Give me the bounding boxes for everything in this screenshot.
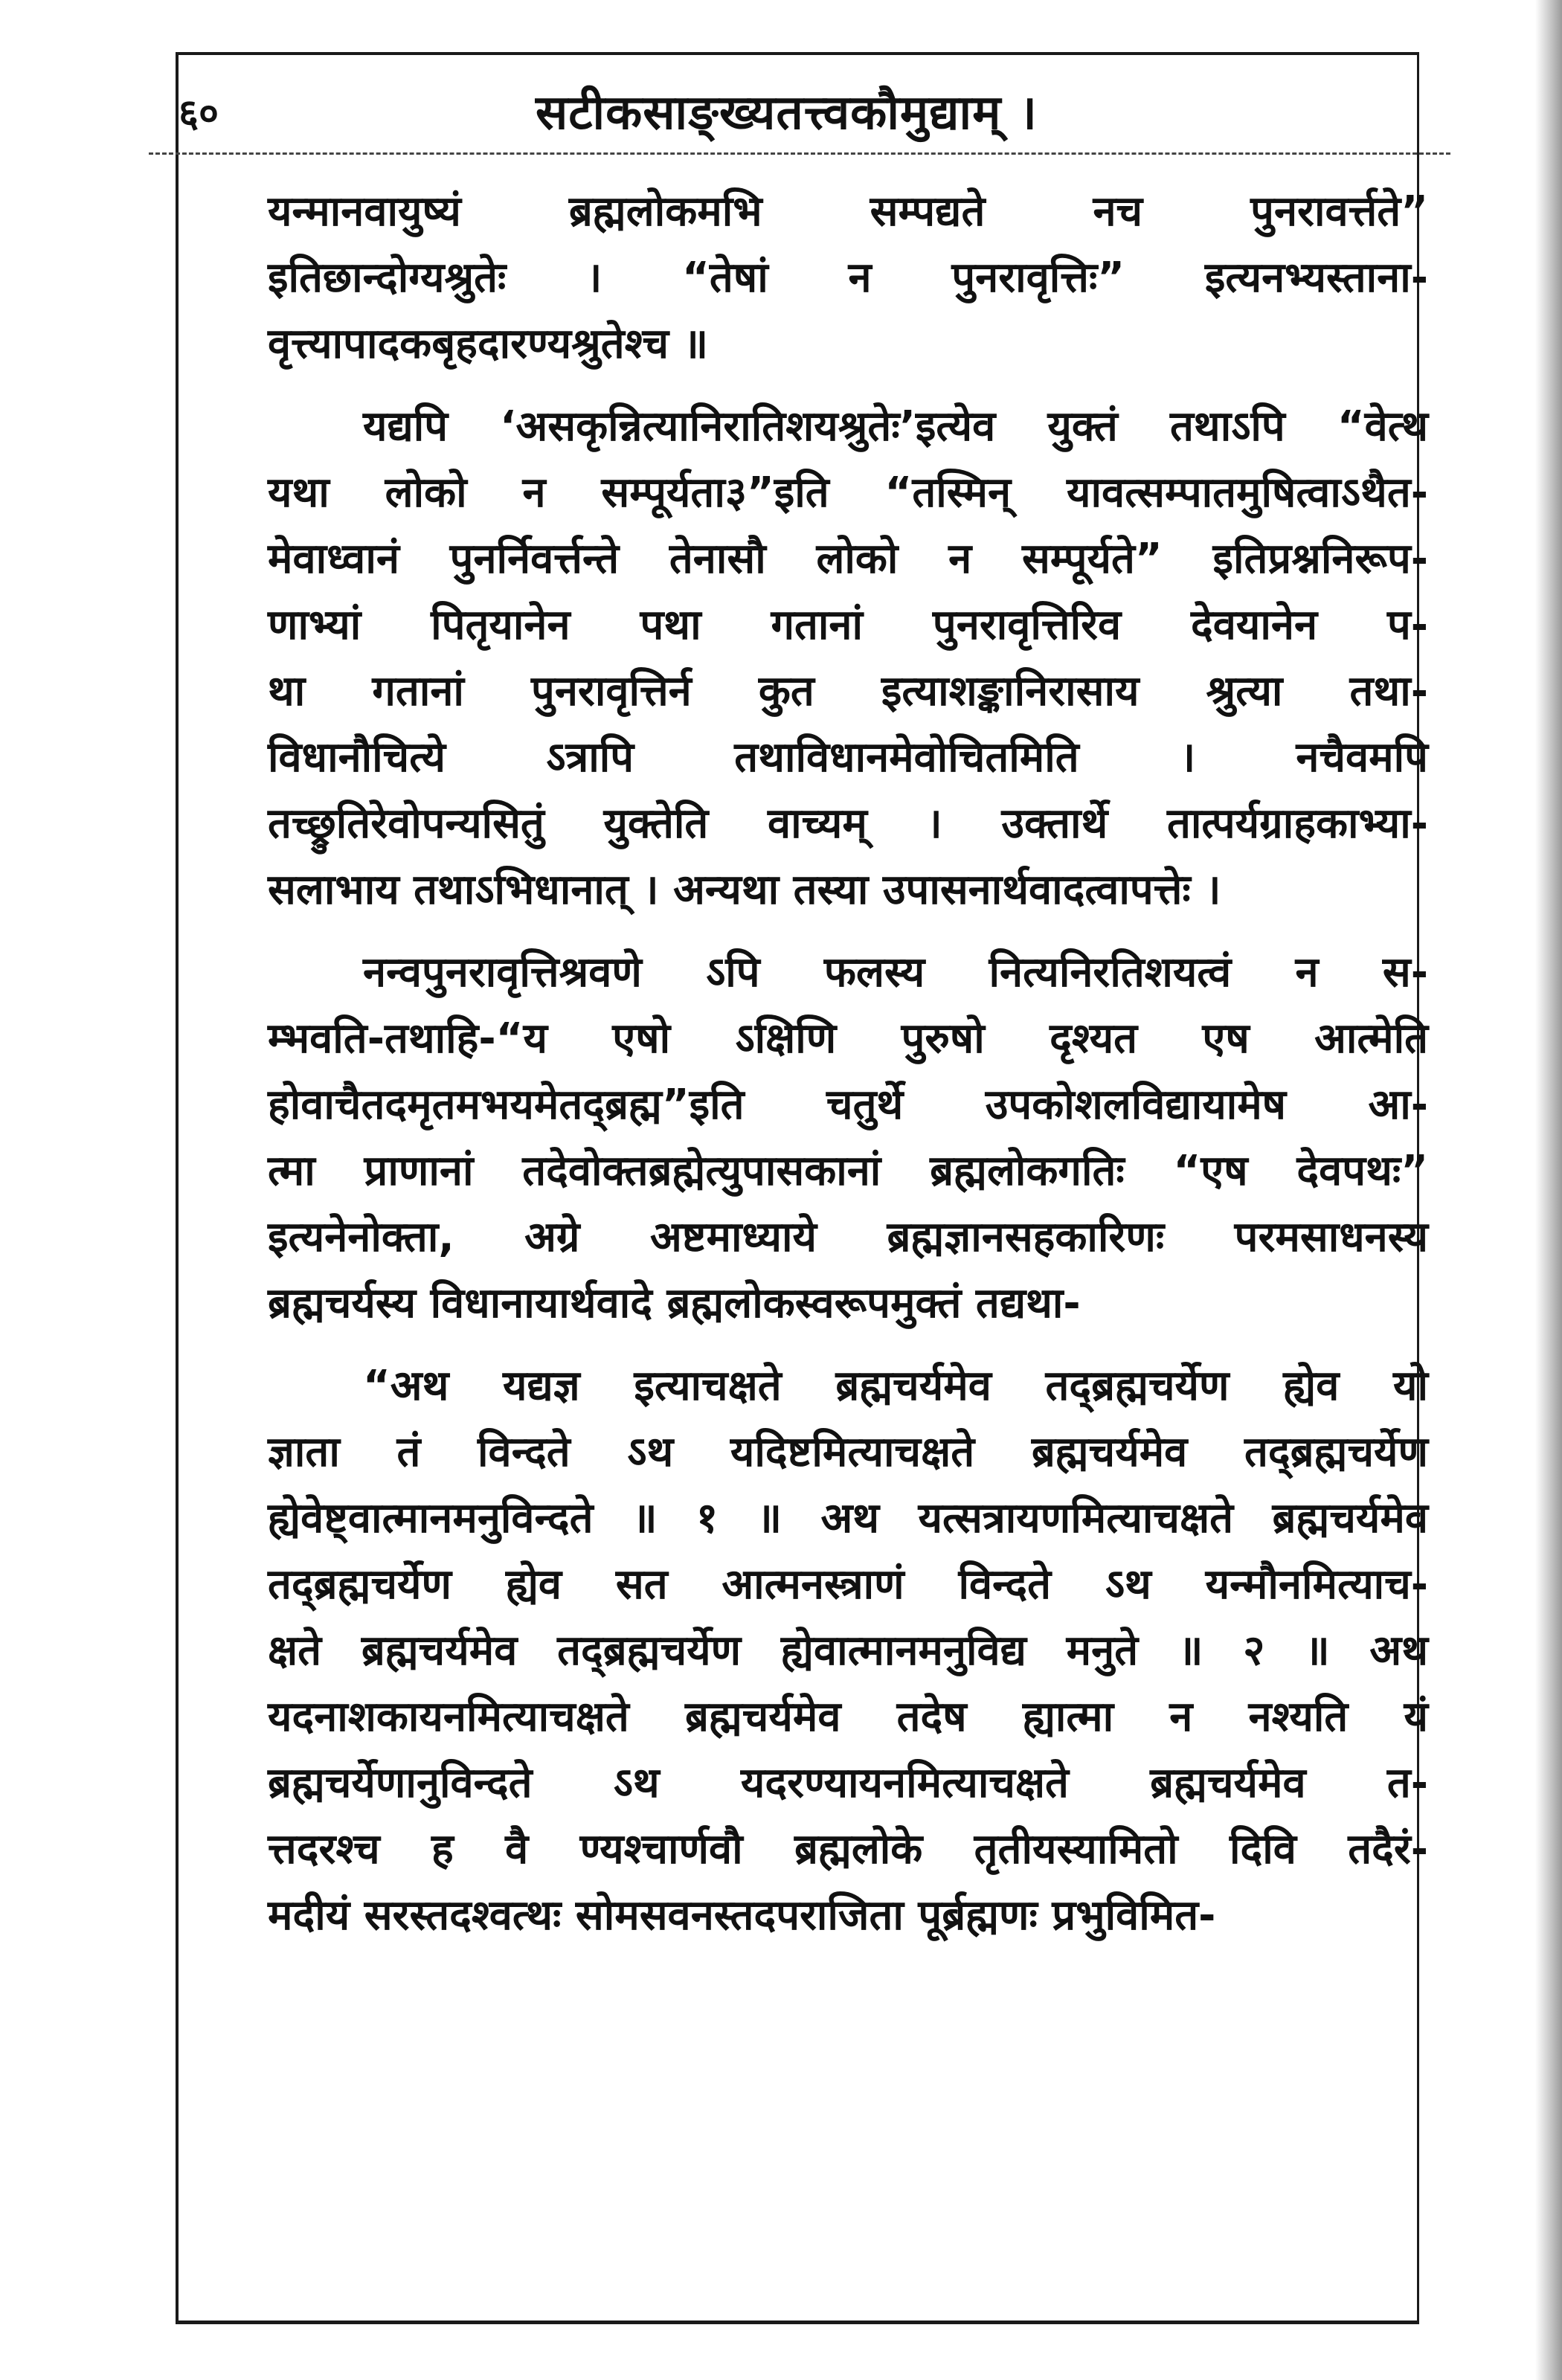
text-line: था गतानां पुनरावृत्तिर्न कुत इत्याशङ्कानिरासाय श्रुत्या तथा- (268, 667, 1428, 715)
paragraph-gap (268, 1337, 1428, 1353)
text-line: ब्रह्मचर्येणानुविन्दते ऽथ यदरण्यायनमित्याचक्षते ब्रह्मचर्यमेव त- (268, 1759, 1428, 1807)
running-title: सटीकसाङ्ख्यतत्त्वकौमुद्याम् । (536, 86, 1038, 141)
main-text (268, 178, 1428, 1949)
paragraph-gap (268, 923, 1428, 939)
text-line: क्षते ब्रह्मचर्यमेव तद्ब्रह्मचर्येण ह्येवात्मानमनुविद्य मनुते ॥ २ ॥ अथ (268, 1627, 1428, 1675)
paragraph (268, 1353, 1428, 1949)
paragraph (268, 178, 1428, 377)
text-line: इत्यनेनोक्ता, अग्रे अष्टमाध्याये ब्रह्मज्ञानसहकारिणः परमसाधनस्य (268, 1213, 1428, 1261)
text-line: म्भवति-तथाहि-“य एषो ऽक्षिणि पुरुषो दृश्यत एष आत्मेति (268, 1014, 1428, 1063)
text-line: मेवाध्वानं पुनर्निवर्त्तन्ते तेनासौ लोको न सम्पूर्यते” इतिप्रश्ननिरूप- (268, 535, 1428, 583)
text-line: यन्मानवायुष्यं ब्रह्मलोकमभि सम्पद्यते नच पुनरावर्त्तते” (268, 187, 1428, 236)
text-line: मदीयं सरस्तदश्वत्थः सोमसवनस्तदपराजिता पूर्ब्रह्मणः प्रभुविमित- (268, 1891, 1216, 1940)
text-line: यथा लोको न सम्पूर्यता३”इति “तस्मिन् यावत्सम्पातमुषित्वाऽथैत- (268, 469, 1428, 517)
text-line: त्तदरश्च ह वै ण्यश्चार्णवौ ब्रह्मलोके तृतीयस्यामितो दिवि तदैरं- (268, 1825, 1428, 1874)
scan-page-edge (1535, 0, 1562, 2380)
paragraph (268, 393, 1428, 923)
page-number: ६० (179, 91, 219, 136)
text-line: सलाभाय तथाऽभिधानात् । अन्यथा तस्या उपासनार्थवादत्वापत्तेः । (268, 866, 1221, 914)
text-line: तच्छ्रुतिरेवोपन्यसितुं युक्तेति वाच्यम् । उक्तार्थे तात्पर्यग्राहकाभ्या- (268, 800, 1428, 848)
text-line: “अथ यद्यज्ञ इत्याचक्षते ब्रह्मचर्यमेव तद्ब्रह्मचर्येण ह्येव यो (363, 1362, 1428, 1410)
text-line: विधानौचित्ये ऽत्रापि तथाविधानमेवोचितमिति । नचैवमपि (268, 733, 1428, 782)
text-line: इतिछान्दोग्यश्रुतेः । “तेषां न पुनरावृत्तिः” इत्यनभ्यस्ताना- (268, 254, 1428, 302)
header-divider (149, 152, 1450, 155)
text-line: वृत्त्यापादकबृहदारण्यश्रुतेश्च ॥ (268, 320, 709, 368)
paragraph (268, 939, 1428, 1337)
text-line: ज्ञाता तं विन्दते ऽथ यदिष्टमित्याचक्षते ब्रह्मचर्यमेव तद्ब्रह्मचर्येण (268, 1428, 1428, 1476)
text-line: तद्ब्रह्मचर्येण ह्येव सत आत्मनस्त्राणं विन्दते ऽथ यन्मौनमित्याच- (268, 1560, 1428, 1609)
text-line: होवाचैतदमृतमभयमेतद्ब्रह्म”इति चतुर्थे उपकोशलविद्यायामेष आ- (268, 1081, 1428, 1129)
text-line: नन्वपुनरावृत्तिश्रवणे ऽपि फलस्य नित्यनिरतिशयत्वं न स- (363, 948, 1428, 997)
text-line: त्मा प्राणानां तदेवोक्तब्रह्मेत्युपासकानां ब्रह्मलोकगतिः “एष देवपथः” (268, 1147, 1428, 1195)
text-line: यदनाशकायनमित्याचक्षते ब्रह्मचर्यमेव तदेष ह्यात्मा न नश्यति यं (268, 1693, 1428, 1741)
text-line: णाभ्यां पितृयानेन पथा गतानां पुनरावृत्तिरिव देवयानेन प- (268, 601, 1428, 649)
paragraph-gap (268, 377, 1428, 393)
text-line: ह्येवेष्ट्वात्मानमनुविन्दते ॥ १ ॥ अथ यत्सत्रायणमित्याचक्षते ब्रह्मचर्यमेव (268, 1494, 1428, 1543)
text-line: ब्रह्मचर्यस्य विधानायार्थवादे ब्रह्मलोकस्वरूपमुक्तं तद्यथा- (268, 1279, 1081, 1328)
text-line: यद्यपि ‘असकृन्नित्यानिरातिशयश्रुतेः’इत्येव युक्तं तथाऽपि “वेत्थ (363, 402, 1428, 451)
